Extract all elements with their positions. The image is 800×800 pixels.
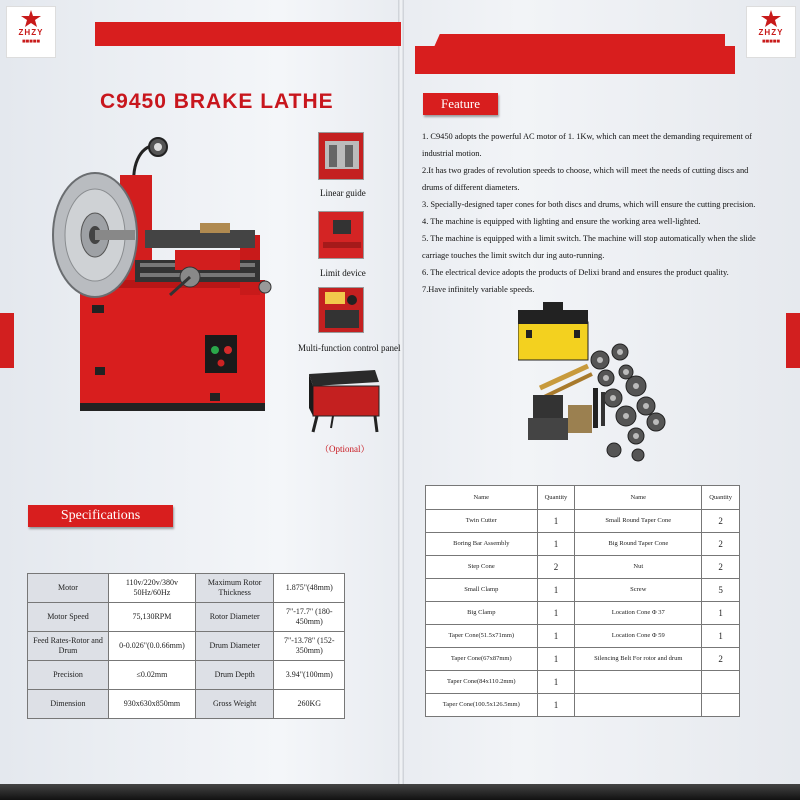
logo-brand: ZHZY (758, 28, 784, 37)
brake-lathe-machine-image (40, 135, 305, 435)
spec-value: 7"-13.78" (152-350mm) (274, 632, 345, 661)
accessory-quantity: 1 (537, 533, 575, 556)
spec-row (28, 632, 345, 661)
accessories-row (426, 533, 740, 556)
accessory-name: Big Round Taper Cone (575, 533, 702, 556)
accessory-name: Twin Cutter (426, 510, 538, 533)
accessory-quantity: 1 (537, 625, 575, 648)
accessories-header: Quantity (537, 486, 575, 510)
feature-item: 1. C9450 adopts the powerful AC motor of 1. 1Kw, which can meet the demanding requirement of industrial motion. (422, 132, 752, 158)
accessory-name: Boring Bar Assembly (426, 533, 538, 556)
thumbnail-caption-limit-device: Limit device (320, 268, 366, 278)
accessory-name (575, 671, 702, 694)
spec-value: 75,130RPM (108, 603, 195, 632)
accessory-quantity: 1 (702, 602, 740, 625)
accessory-name: Taper Cone(84x110.2mm) (426, 671, 538, 694)
spec-value: ≤0.02mm (108, 661, 195, 690)
spec-label: Feed Rates-Rotor and Drum (28, 632, 109, 661)
accessory-name: Taper Cone(67x87mm) (426, 648, 538, 671)
feature-item: 7.Have infinitely variable speeds. (422, 285, 535, 294)
company-logo-right (746, 6, 796, 58)
spec-row (28, 661, 345, 690)
accessory-quantity: 2 (537, 556, 575, 579)
spec-label: Motor (28, 574, 109, 603)
accessory-quantity: 2 (702, 648, 740, 671)
accessory-quantity: 2 (702, 533, 740, 556)
page-fold (398, 0, 404, 800)
spec-value: 260KG (274, 690, 345, 719)
accessory-quantity: 1 (537, 510, 575, 533)
right-top-banner (415, 46, 735, 74)
feature-item: 2.It has two grades of revolution speeds to choose, which will meet the needs of cutting discs and drums of different diameters. (422, 166, 749, 192)
thumbnail-caption-control-panel: Multi-function control panel (298, 343, 401, 353)
accessory-name: Small Round Taper Cone (575, 510, 702, 533)
accessories-row (426, 510, 740, 533)
logo-mark-icon (19, 10, 43, 28)
spec-label: Drum Depth (195, 661, 274, 690)
feature-item: 4. The machine is equipped with lighting and ensure the working area well-lighted. (422, 217, 701, 226)
logo-mark-icon (759, 10, 783, 28)
accessory-name: Silencing Belt For rotor and drum (575, 648, 702, 671)
bottom-bar (0, 784, 800, 800)
spec-label: Dimension (28, 690, 109, 719)
limit-device-thumbnail (318, 211, 364, 259)
accessory-quantity: 1 (537, 602, 575, 625)
spec-value: 3.94"(100mm) (274, 661, 345, 690)
accessories-row (426, 671, 740, 694)
accessories-row (426, 694, 740, 717)
logo-sub-chinese-text-icon: ■■■■■ (761, 39, 781, 45)
feature-item: 5. The machine is equipped with a limit switch. The machine will stop automatically when the slide carriage touches the limit switch dur ing auto-running. (422, 234, 756, 260)
feature-heading: Feature (423, 93, 498, 115)
spec-row (28, 603, 345, 632)
spec-label: Precision (28, 661, 109, 690)
spec-label: Maximum Rotor Thickness (195, 574, 274, 603)
spec-label: Rotor Diameter (195, 603, 274, 632)
accessory-quantity: 2 (702, 556, 740, 579)
linear-guide-image (319, 133, 364, 180)
accessory-quantity (702, 671, 740, 694)
accessory-quantity: 1 (702, 625, 740, 648)
accessory-quantity: 1 (537, 694, 575, 717)
spec-value: 930x630x850mm (108, 690, 195, 719)
accessory-name: Step Cone (426, 556, 538, 579)
accessories-header: Quantity (702, 486, 740, 510)
spec-value: 0-0.026"(0.0.66mm) (108, 632, 195, 661)
accessory-name: Location Cone Φ 59 (575, 625, 702, 648)
spec-value: 1.875"(48mm) (274, 574, 345, 603)
control-panel-thumbnail (318, 287, 364, 333)
feature-list (422, 128, 762, 298)
accessories-table (425, 485, 740, 717)
spec-value: 7"-17.7" (180-450mm) (274, 603, 345, 632)
page-title: C9450 BRAKE LATHE (100, 90, 334, 113)
accessories-header: Name (426, 486, 538, 510)
spec-row (28, 574, 345, 603)
spec-label: Motor Speed (28, 603, 109, 632)
spec-row (28, 690, 345, 719)
accessory-quantity (702, 694, 740, 717)
accessories-row (426, 602, 740, 625)
accessories-row (426, 556, 740, 579)
logo-brand: ZHZY (18, 28, 44, 37)
specifications-heading: Specifications (28, 505, 173, 527)
accessory-quantity: 1 (537, 648, 575, 671)
thumbnail-caption-linear-guide: Linear guide (320, 188, 366, 198)
right-edge-tab (786, 313, 800, 368)
linear-guide-thumbnail (318, 132, 364, 180)
logo-sub-chinese-text-icon: ■■■■■ (21, 39, 41, 45)
accessory-quantity: 1 (537, 671, 575, 694)
accessories-row (426, 648, 740, 671)
accessory-name: Taper Cone(100.5x126.5mm) (426, 694, 538, 717)
accessory-name: Small Clamp (426, 579, 538, 602)
specifications-table (27, 573, 345, 719)
accessory-name: Taper Cone(51.5x71mm) (426, 625, 538, 648)
left-top-banner (95, 22, 401, 46)
accessories-header: Name (575, 486, 702, 510)
spec-label: Gross Weight (195, 690, 274, 719)
accessories-header-row (426, 486, 740, 510)
spec-value: 110v/220v/380v 50Hz/60Hz (108, 574, 195, 603)
accessories-row (426, 579, 740, 602)
feature-item: 3. Specially-designed taper cones for both discs and drums, which will ensure the cutting precision. (422, 200, 756, 209)
spec-label: Drum Diameter (195, 632, 274, 661)
accessory-quantity: 1 (537, 579, 575, 602)
accessory-name: Location Cone Φ 37 (575, 602, 702, 625)
accessory-quantity: 5 (702, 579, 740, 602)
accessory-toolkit-image (518, 300, 718, 465)
optional-stand-image (303, 368, 381, 434)
accessory-name: Screw (575, 579, 702, 602)
control-panel-image (319, 288, 364, 333)
accessory-name: Nut (575, 556, 702, 579)
accessory-name: Big Clamp (426, 602, 538, 625)
accessory-quantity: 2 (702, 510, 740, 533)
accessory-name (575, 694, 702, 717)
company-logo-left (6, 6, 56, 58)
feature-item: 6. The electrical device adopts the products of Delixi brand and ensures the product quality. (422, 268, 729, 277)
accessories-row (426, 625, 740, 648)
left-edge-tab (0, 313, 14, 368)
limit-device-image (319, 212, 364, 259)
thumbnail-caption-optional: （Optional） (320, 444, 370, 454)
